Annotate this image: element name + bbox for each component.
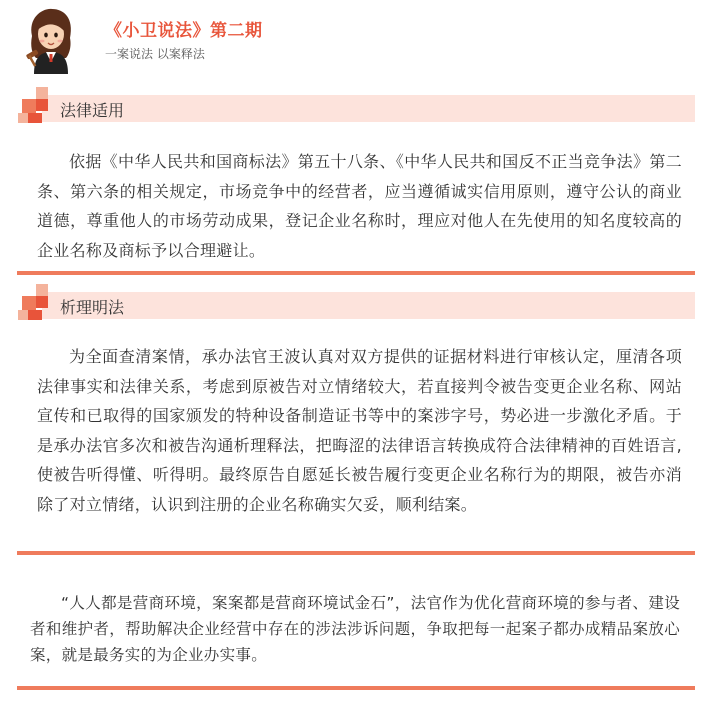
- section-divider: [17, 271, 695, 275]
- bottom-divider: [17, 686, 695, 690]
- header: [0, 0, 717, 80]
- orange-squares-icon: [18, 284, 54, 320]
- series-title: 《小卫说法》第二期: [105, 21, 263, 41]
- section-paragraph: 为全面查清案情，承办法官王波认真对双方提供的证据材料进行审核认定，厘清各项法律事实和法律关系，考虑到原被告对立情绪较大，若直接判令被告变更企业名称、网站宣传和已取得的国家颁发的特种设备制造证书等中的案涉字号，势必进一步激化矛盾。于是承办法官多次和被告沟通析理释法，把晦涩的法律语言转换成符合法律精神的百姓语言,使被告听得懂、听得明。最终原告自愿延长被告履行变更企业名称行为的期限，被告亦消除了对立情绪，认识到注册的企业名称确实欠妥，顺利结案。: [37, 347, 682, 514]
- section-heading-bar: [18, 87, 695, 123]
- series-subtitle: 一案说法 以案释法: [105, 47, 205, 61]
- closing-paragraph: “人人都是营商环境，案案都是营商环境试金石”，法官作为优化营商环境的参与者、建设者和维护者，帮助解决企业经营中存在的涉法涉诉问题，争取把每一起案子都办成精品案放心案，就是最务实的为企业办实事。: [30, 594, 680, 664]
- section-heading-band: [42, 292, 695, 319]
- section-heading: 法律适用: [60, 101, 125, 120]
- section-heading: 析理明法: [60, 298, 125, 317]
- section-paragraph: 依据《中华人民共和国商标法》第五十八条、《中华人民共和国反不正当竞争法》第二条、第六条的相关规定，市场竞争中的经营者，应当遵循诚实信用原则，遵守公认的商业道德，尊重他人的市场劳动成果，登记企业名称时，理应对他人在先使用的知名度较高的企业名称及商标予以合理避让。: [37, 152, 682, 260]
- section-heading-band: [42, 95, 695, 122]
- judge-avatar-icon: [22, 6, 80, 74]
- section-divider: [17, 551, 695, 555]
- orange-squares-icon: [18, 87, 54, 123]
- section-heading-bar: [18, 284, 695, 320]
